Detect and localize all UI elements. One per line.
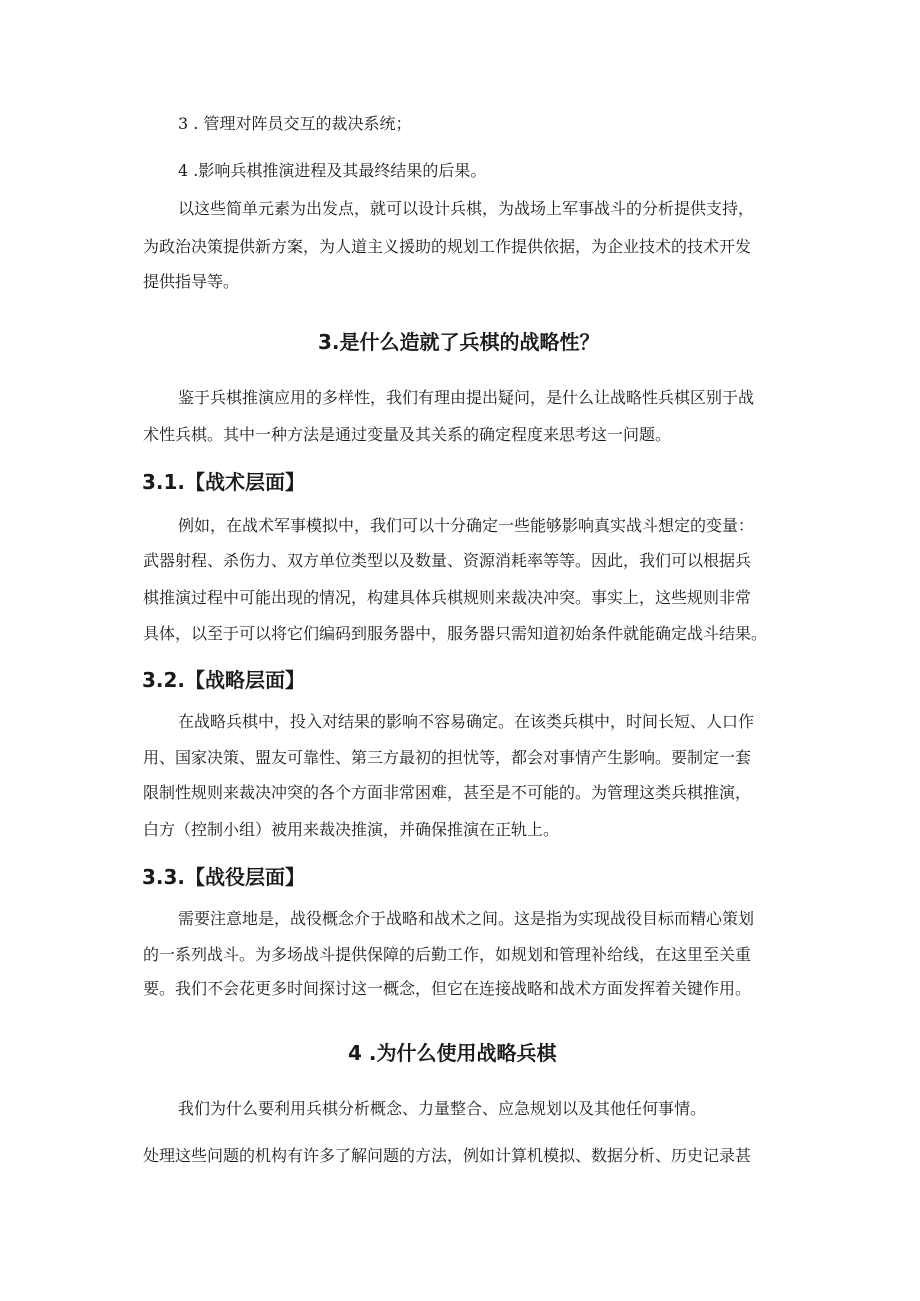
intro-line: 为政治决策提供新方案，为人道主义援助的规划工作提供依据，为企业技术的技术开发 bbox=[143, 237, 752, 256]
section-3-3-line: 的一系列战斗。为多场战斗提供保障的后勤工作，如规划和管理补给线，在这里至关重 bbox=[143, 945, 752, 964]
section-3-3-heading: 3.3.【战役层面】 bbox=[142, 865, 306, 889]
section-4-line: 我们为什么要利用兵棋分析概念、力量整合、应急规划以及其他任何事情。 bbox=[178, 1099, 707, 1118]
section-3-2-heading: 3.2.【战略层面】 bbox=[142, 668, 306, 692]
section-3-1-line: 武器射程、杀伤力、双方单位类型以及数量、资源消耗率等等。因此，我们可以根据兵 bbox=[143, 551, 752, 570]
section-4-line: 处理这些问题的机构有许多了解问题的方法，例如计算机模拟、数据分析、历史记录甚 bbox=[143, 1146, 752, 1165]
section-3-3-line: 需要注意地是，战役概念介于战略和战术之间。这是指为实现战役目标而精心策划 bbox=[178, 909, 755, 928]
section-3-line: 术性兵棋。其中一种方法是通过变量及其关系的确定程度来思考这一问题。 bbox=[143, 425, 672, 444]
section-3-heading: 3.是什么造就了兵棋的战略性？ bbox=[318, 330, 600, 354]
list-item: 4 .影响兵棋推演进程及其最终结果的后果。 bbox=[178, 161, 487, 180]
section-3-1-line: 具体，以至于可以将它们编码到服务器中，服务器只需知道初始条件就能确定战斗结果。 bbox=[143, 624, 768, 643]
section-3-2-line: 白方（控制小组）被用来裁决推演，并确保推演在正轨上。 bbox=[143, 820, 560, 839]
intro-line: 以这些简单元素为出发点，就可以设计兵棋，为战场上军事战斗的分析提供支持， bbox=[178, 199, 755, 218]
section-4-heading: 4 .为什么使用战略兵棋 bbox=[348, 1041, 557, 1065]
section-3-1-line: 例如，在战术军事模拟中，我们可以十分确定一些能够影响真实战斗想定的变量： bbox=[178, 516, 755, 535]
section-3-1-heading: 3.1.【战术层面】 bbox=[142, 470, 306, 494]
section-3-2-line: 在战略兵棋中，投入对结果的影响不容易确定。在该类兵棋中，时间长短、人口作 bbox=[178, 712, 755, 731]
section-3-3-line: 要。我们不会花更多时间探讨这一概念，但它在连接战略和战术方面发挥着关键作用。 bbox=[143, 979, 752, 998]
section-3-2-line: 用、国家决策、盟友可靠性、第三方最初的担忧等，都会对事情产生影响。要制定一套 bbox=[143, 748, 752, 767]
list-item: 3 . 管理对阵员交互的裁决系统； bbox=[178, 114, 412, 133]
section-3-2-line: 限制性规则来裁决冲突的各个方面非常困难，甚至是不可能的。为管理这类兵棋推演， bbox=[143, 783, 752, 802]
section-3-1-line: 棋推演过程中可能出现的情况，构建具体兵棋规则来裁决冲突。事实上，这些规则非常 bbox=[143, 588, 752, 607]
intro-line: 提供指导等。 bbox=[143, 272, 240, 291]
section-3-line: 鉴于兵棋推演应用的多样性，我们有理由提出疑问，是什么让战略性兵棋区别于战 bbox=[178, 388, 755, 407]
